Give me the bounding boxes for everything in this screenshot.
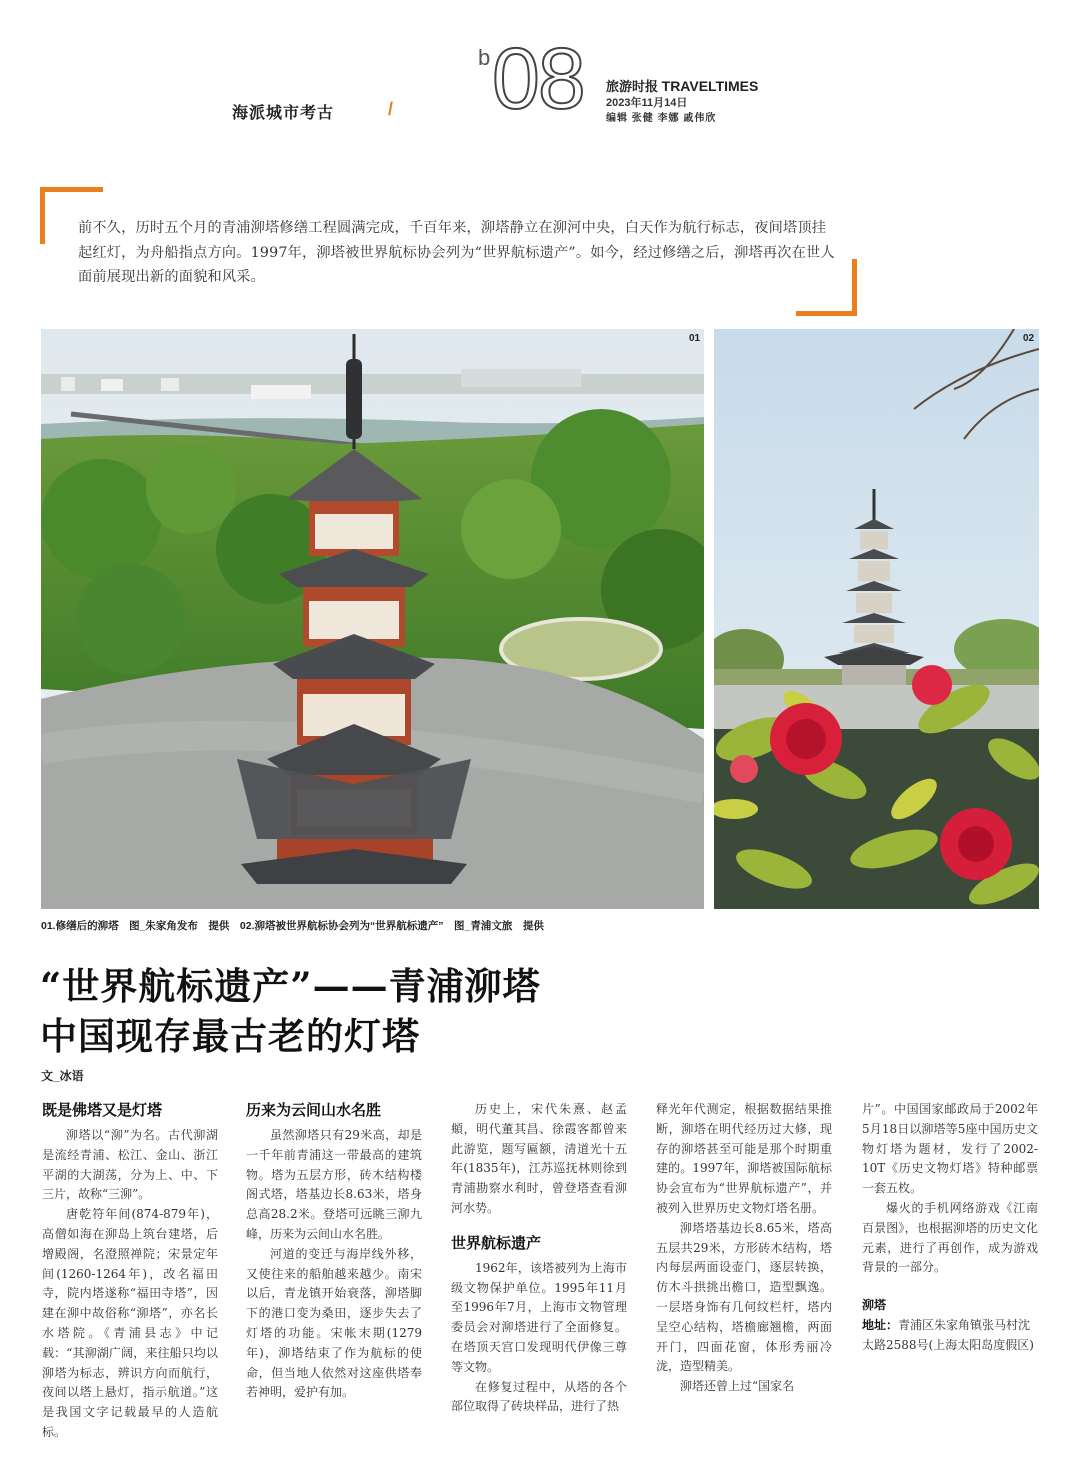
paragraph: 在修复过程中，从塔的各个部位取得了砖块样品，进行了热: [451, 1379, 627, 1414]
headline-line-1: “世界航标遗产”——青浦泖塔: [40, 964, 541, 1008]
paragraph: 唐乾符年间(874-879年)，高僧如海在泖岛上筑台建塔，后增殿阁，名澄照禅院；宋景定年间(1260-1264年)，改名福田寺，院内塔遂称“福田寺塔”，因建在泖中故俗称“泖塔”，亦名长水塔院。《青浦县志》中记载：“其泖湖广阔，来往船只均以泖塔为标志，辨识方向而航行，夜间以塔上悬灯，指示航道。”这是我国文字记载最早的人造航标。: [42, 1207, 218, 1439]
page-number: 08: [492, 31, 584, 127]
paper-name-cn: 旅游时报: [606, 79, 659, 94]
section-title: 海派城市考古: [232, 103, 335, 122]
intro-paragraph: 前不久，历时五个月的青浦泖塔修缮工程圆满完成，千百年来，泖塔静立在泖河中央，白天作为航行标志，夜间塔顶挂起红灯，为舟船指点方向。1997年，泖塔被世界航标协会列为“世界航标遗产”。如今，经过修缮之后，泖塔再次在世人面前展现出新的面貌和风采。: [78, 220, 835, 285]
paragraph: 泖塔塔基边长8.65米，塔高五层共29米，方形砖木结构，塔内每层两面设壶门，逐层转换，仿木斗拱挑出檐口，造型飘逸。一层塔身饰有几何纹栏杆，塔内呈空心结构，塔檐廊翘檐，两面开门，四面花窗，体形秀丽冷泷，造型精美。: [656, 1220, 832, 1374]
subhead-2: 历来为云间山水名胜: [246, 1101, 382, 1119]
pagoda-aerial-illustration: [41, 329, 704, 909]
body-column-3: [451, 1100, 627, 1417]
photo-pagoda-aerial: [41, 329, 704, 909]
photo-1-number: 01: [689, 333, 701, 344]
photo-pagoda-flowers: [714, 329, 1039, 909]
subhead-1: 既是佛塔又是灯塔: [42, 1101, 163, 1119]
subhead-3: 世界航标遗产: [451, 1233, 542, 1252]
paragraph: 1962年，该塔被列为上海市级文物保护单位。1995年11月至1996年7月，上海市文物管理委员会对泖塔进行了全面修复。在塔顶天宫口发现明代伊像三尊等文物。: [451, 1260, 627, 1374]
paragraph: 历史上，宋代朱熹、赵孟頫，明代董其昌、徐霞客都曾来此游览，题写匾额，清道光十五年(1835年)，江苏巡抚林则徐到青浦勘察水利时，曾登塔查看泖河水势。: [451, 1102, 627, 1215]
photo-2-number: 02: [1023, 333, 1035, 344]
body-column-5: [862, 1100, 1038, 1356]
address-label: 地址：: [862, 1317, 899, 1332]
place-name: 泖塔: [862, 1298, 887, 1313]
byline: 文_冰语: [41, 1069, 84, 1083]
address: [862, 1316, 1038, 1356]
paragraph: 泖塔还曾上过“国家名: [680, 1379, 795, 1394]
editors: 编辑 张健 李娜 戚伟欣: [606, 113, 717, 124]
paragraph: 泖塔以“泖”为名。古代泖湖是流经青浦、松江、金山、浙江平湖的大湖荡，分为上、中、下三片，故称“三泖”。: [42, 1128, 218, 1202]
paper-name-en: TRAVELTIMES: [661, 78, 759, 94]
body-column-4: [656, 1100, 832, 1397]
paragraph: 爆火的手机网络游戏《江南百景图》，也根据泖塔的历史文化元素，进行了再创作，成为游戏背景的一部分。: [862, 1200, 1038, 1275]
photo-caption: 01.修缮后的泖塔 图_朱家角发布 提供 02.泖塔被世界航标协会列为“世界航标遗产” 图_青浦文旅 提供: [41, 920, 544, 932]
body-column-1: [42, 1100, 218, 1443]
body-column-2: [246, 1100, 422, 1403]
paragraph: 释光年代测定，根据数据结果推断，泖塔在明代经历过大修，现存的泖塔甚至可能是那个时期重建的。1997年，泖塔被国际航标协会宣布为“世界航标遗产”，并被列入世界历史文物灯塔名册。: [656, 1102, 832, 1215]
pagoda-flowers-illustration: [714, 329, 1039, 909]
headline-line-2: 中国现存最古老的灯塔: [40, 1014, 420, 1058]
paper-name: [606, 76, 758, 95]
section-slash: /: [388, 99, 394, 119]
issue-date: 2023年11月14日: [606, 97, 688, 109]
address-text: 青浦区朱家角镇张马村沈太路2588号(上海太阳岛度假区): [862, 1317, 1034, 1352]
paragraph: 河道的变迁与海岸线外移，又使往来的船舶越来越少。南宋以后，青龙镇开始衰落，泖塔脚下的港口变为桑田，逐步失去了灯塔的功能。宋帐末期(1279年)，泖塔结束了作为航标的使命，但当地人依然对这座供塔奉若神明，爱护有加。: [246, 1246, 422, 1400]
paragraph: 片”。中国国家邮政局于2002年5月18日以泖塔等5座中国历史文物灯塔为题材，发行了2002-10T《历史文物灯塔》特种邮票一套五枚。: [862, 1102, 1038, 1196]
paragraph: 虽然泖塔只有29米高，却是一千年前青浦这一带最高的建筑物。塔为五层方形，砖木结构楼阁式塔，塔基边长8.63米，塔身总高28.2米。登塔可远眺三泖九峰，历来为云间山水名胜。: [246, 1128, 422, 1241]
page-letter: b: [478, 45, 491, 70]
